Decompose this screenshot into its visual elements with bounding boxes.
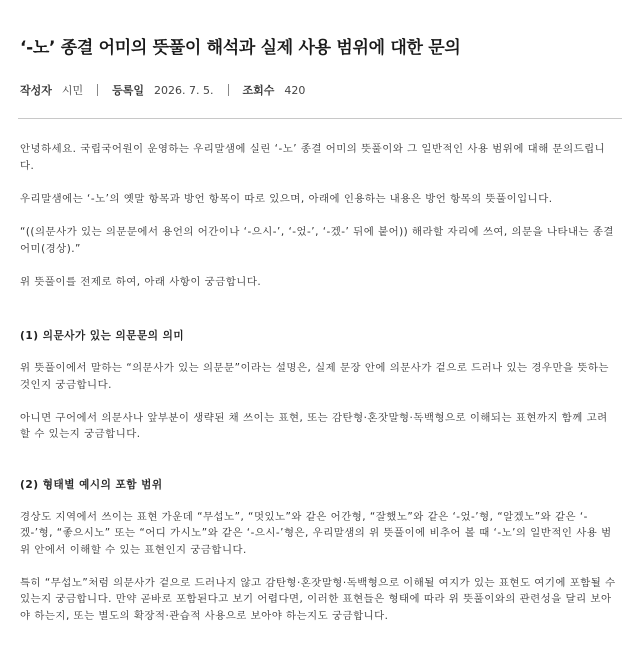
views-label: 조회수: [242, 84, 275, 97]
meta-divider: [97, 84, 98, 96]
section-paragraph: 위 뜻풀이에서 말하는 “의문사가 있는 의문문”이라는 설명은, 실제 문장 안에 의문사가 겉으로 드러나 있는 경우만을 뜻하는 것인지 궁금합니다.: [20, 361, 609, 391]
section-heading: (1) 의문사가 있는 의문문의 의미: [20, 330, 185, 343]
intro-paragraph: 위 뜻풀이를 전제로 하여, 아래 사항이 궁금합니다.: [20, 275, 262, 288]
quoted-definition: “((의문사가 있는 의문문에서 용언의 어간이나 ‘-으시-’, ‘-었-’, ‘-겠-’ 뒤에 붙어)) 해라할 자리에 쓰여, 의문을 나타내는 종결 어미(경상).”: [20, 225, 614, 255]
post-title: ‘-노’ 종결 어미의 뜻풀이 해석과 실제 사용 범위에 대한 문의: [20, 38, 461, 58]
intro-paragraph: 안녕하세요. 국립국어원이 운영하는 우리말샘에 실린 ‘-노’ 종결 어미의 뜻풀이와 그 일반적인 사용 범위에 대해 문의드립니다.: [20, 143, 606, 172]
meta-divider: [228, 84, 229, 96]
views-value: 420: [284, 83, 306, 97]
section-heading: (2) 형태별 예시의 포함 범위: [20, 478, 163, 491]
post-body: [0, 119, 640, 625]
post-meta: [20, 82, 620, 98]
author-label: 작성자: [20, 84, 52, 97]
section-paragraph: 특히 “무섭노”처럼 의문사가 겉으로 드러나지 않고 감탄형·혼잣말형·독백형으로 이해될 여지가 있는 표현도 여기에 포함될 수 있는지 궁금합니다. 만약 곧바로 포함된다고 보기 어렵다면, 이러한 표현들은 형태에 따라 위 뜻풀이와의 관련성을 달리 보아야 하는지, 또는 별도의 확장적·관습적 사용으로 보아야 하는지도 궁금합니다.: [20, 576, 616, 623]
intro-paragraph: 우리말샘에는 ‘-노’의 옛말 항목과 방언 항목이 따로 있으며, 아래에 인용하는 내용은 방언 항목의 뜻풀이입니다.: [20, 192, 553, 205]
author-value: 시민: [61, 84, 84, 97]
post-header: [0, 0, 640, 98]
section-paragraph: 아니면 구어에서 의문사나 앞부분이 생략된 채 쓰이는 표현, 또는 감탄형·혼잣말형·독백형으로 이해되는 표현까지 함께 고려할 수 있는지 궁금합니다.: [20, 411, 608, 441]
date-value: 2026. 7. 5.: [154, 83, 214, 97]
section-paragraph: 경상도 지역에서 쓰이는 표현 가운데 “무섭노”, “멋있노”와 같은 어간형, “잘했노”와 같은 ‘-었-’형, “알겠노”와 같은 ‘-겠-’형, “좋으시노” 또는 “어디 가시노”와 같은 ‘-으시-’형은, 우리말샘의 위 뜻풀이에 비추어 볼 때 ‘-노’의 일반적인 사용 범위 안에서 이해할 수 있는 표현인지 궁금합니다.: [20, 510, 612, 556]
date-label: 등록일: [112, 84, 145, 97]
